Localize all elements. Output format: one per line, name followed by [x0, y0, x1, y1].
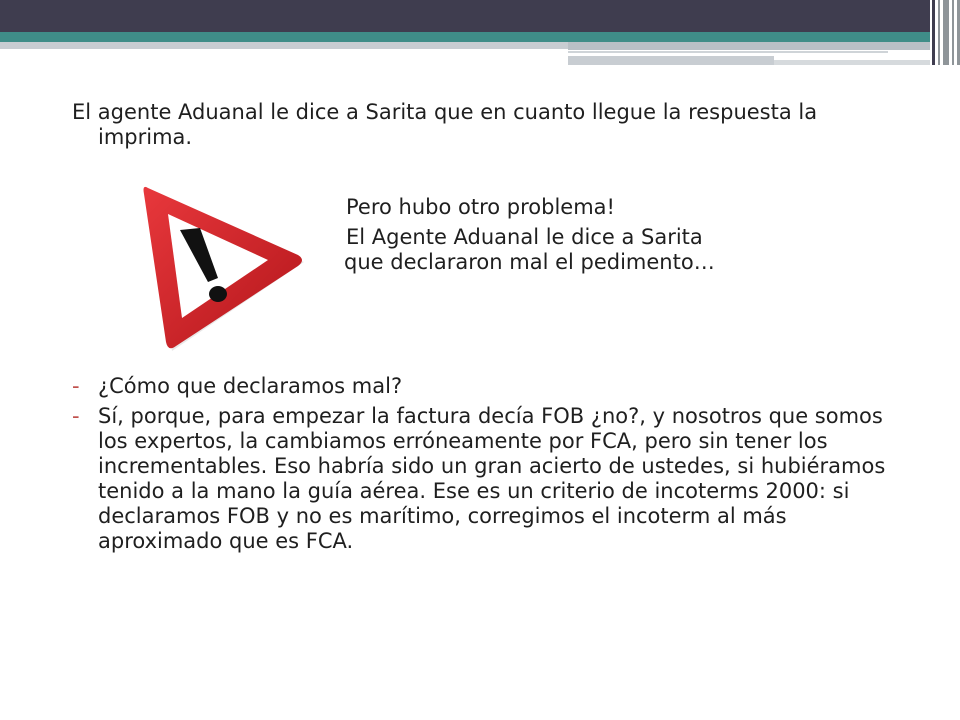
dialogue-text: Sí, porque, para empezar la factura decía FOB ¿no?, y nosotros que somos los expertos, la cambiamos erróneamente por FCA, pero sin tener los incrementables. Eso habría sido un gran acierto de ustedes, si hubiéramos tenido a la mano la guía aérea. Ese es un criterio de incoterms 2000: si declaramos FOB y no es marítimo, corregimos el incoterm al más aproximado que es FCA. — [98, 404, 886, 553]
dash-bullet: - — [72, 374, 80, 398]
intro-line-1: El agente Aduanal le dice a Sarita que en cuanto llegue la respuesta la — [72, 100, 818, 124]
callout-line-2: El Agente Aduanal le dice a Sarita — [346, 225, 703, 249]
header-stripe — [932, 0, 935, 65]
header-stripe — [938, 0, 940, 65]
header-stripe — [952, 0, 954, 65]
callout-line-1: Pero hubo otro problema! — [346, 195, 615, 219]
callout-line-3: que declararon mal el pedimento… — [344, 250, 715, 274]
header-stripe — [943, 0, 949, 65]
header-grey-band — [0, 42, 568, 49]
dialogue-list — [72, 374, 912, 559]
header-vertical-stripes — [930, 0, 960, 65]
intro-line-2: imprima. — [98, 125, 193, 149]
header-grey-band — [568, 42, 930, 50]
header-dark-band — [0, 0, 930, 32]
intro-paragraph — [72, 100, 902, 150]
header-thin-line — [568, 51, 888, 53]
dialogue-item — [72, 404, 912, 554]
dialogue-item — [72, 374, 912, 399]
dialogue-text: ¿Cómo que declaramos mal? — [98, 374, 403, 398]
warning-triangle-icon — [138, 180, 308, 355]
header-grey-band — [568, 56, 774, 65]
dash-bullet: - — [72, 404, 80, 428]
header-teal-band — [0, 32, 930, 42]
header-grey-band — [774, 60, 930, 65]
